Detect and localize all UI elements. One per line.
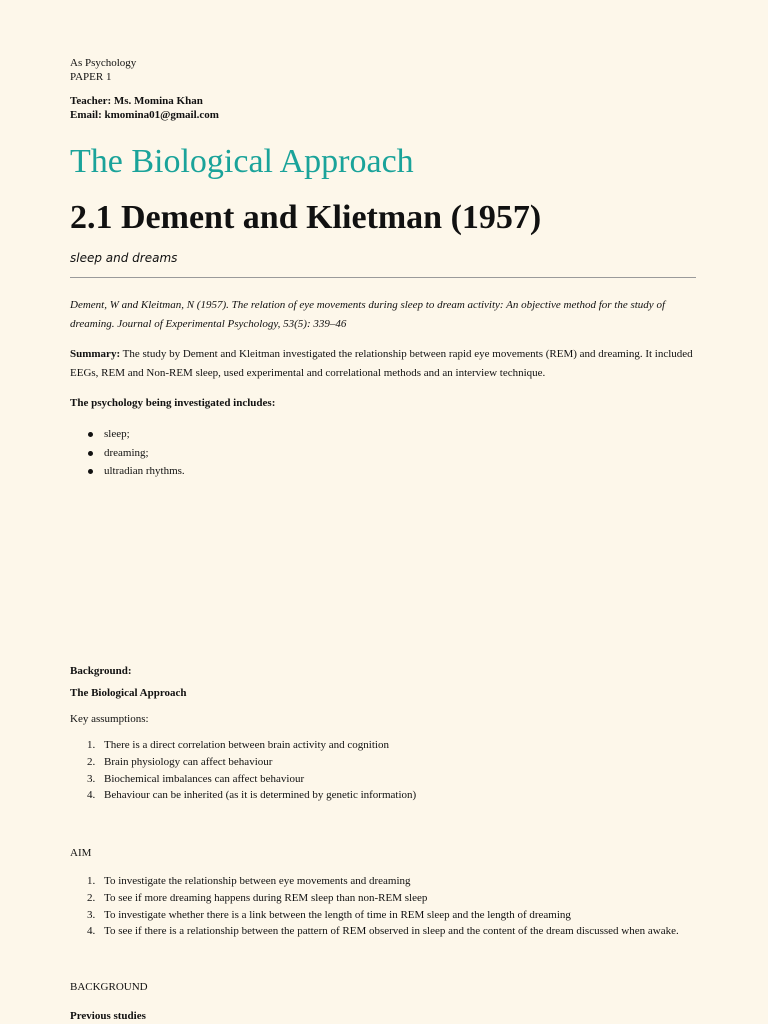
list-item <box>70 890 679 907</box>
list-number: 2. <box>87 891 96 904</box>
key-assumptions-label: Key assumptions: <box>70 713 149 725</box>
list-item-text: There is a direct correlation between brain activity and cognition <box>104 739 389 751</box>
approach-heading: The Biological Approach <box>70 687 187 699</box>
psychology-heading: The psychology being investigated includes: <box>70 397 276 409</box>
psychology-list <box>70 425 185 481</box>
list-item-text: dreaming; <box>104 446 149 459</box>
list-item <box>70 907 679 924</box>
list-item <box>70 923 679 940</box>
list-item <box>70 754 416 771</box>
paper-number: PAPER 1 <box>70 71 112 83</box>
page-title: The Biological Approach <box>70 143 414 180</box>
list-number: 1. <box>87 739 96 751</box>
list-item <box>70 444 185 463</box>
list-item <box>70 787 416 804</box>
list-item-text: Behaviour can be inherited (as it is determined by genetic information) <box>104 789 417 802</box>
list-item-text: Biochemical imbalances can affect behaviour <box>104 772 305 785</box>
horizontal-divider <box>70 277 696 278</box>
list-item-text: To see if there is a relationship between the pattern of REM observed in sleep and the content of the dream discussed when awake. <box>104 925 679 938</box>
list-number: 1. <box>87 875 96 887</box>
aim-list <box>70 873 679 940</box>
list-item <box>70 771 416 788</box>
teacher-email: Email: kmomina01@gmail.com <box>70 109 219 121</box>
list-number: 4. <box>87 925 96 938</box>
bullet-icon <box>88 469 93 474</box>
section-subtitle: sleep and dreams <box>70 251 178 265</box>
list-item-text: To investigate the relationship between eye movements and dreaming <box>104 875 411 887</box>
list-item <box>70 462 185 481</box>
assumptions-list <box>70 737 416 804</box>
list-number: 3. <box>87 908 96 921</box>
teacher-info <box>70 94 219 122</box>
course-name: As Psychology <box>70 57 137 69</box>
course-info <box>70 56 136 84</box>
list-item <box>70 873 679 890</box>
section-title: 2.1 Dement and Klietman (1957) <box>70 199 542 236</box>
list-item-text: sleep; <box>104 428 130 440</box>
list-item <box>70 425 185 444</box>
summary-text: The study by Dement and Kleitman investigated the relationship between rapid eye movements (REM) and dreaming. It included EEGs, REM and Non-REM sleep, used experimental and correlational methods and an interview technique. <box>70 348 693 379</box>
list-number: 4. <box>87 789 96 802</box>
citation: Dement, W and Kleitman, N (1957). The relation of eye movements during sleep to dream activity: An objective method for the study of dreaming. Journal of Experimental Psychology, 53(5): 339–46 <box>70 299 665 330</box>
background-section-heading: BACKGROUND <box>70 981 148 993</box>
aim-heading: AIM <box>70 847 92 859</box>
list-item-text: Brain physiology can affect behaviour <box>104 755 273 768</box>
list-number: 3. <box>87 772 96 785</box>
summary-label: Summary: <box>70 348 121 360</box>
list-item <box>70 737 416 754</box>
list-number: 2. <box>87 755 96 768</box>
list-item-text: To see if more dreaming happens during REM sleep than non-REM sleep <box>104 891 428 904</box>
bullet-icon <box>88 432 93 437</box>
list-item-text: ultradian rhythms. <box>104 465 185 477</box>
list-item-text: To investigate whether there is a link between the length of time in REM sleep and the length of dreaming <box>104 908 571 921</box>
teacher-name: Teacher: Ms. Momina Khan <box>70 95 203 107</box>
previous-studies-heading: Previous studies <box>70 1010 146 1022</box>
bullet-icon <box>88 451 93 456</box>
summary-paragraph <box>70 345 696 383</box>
background-heading: Background: <box>70 665 132 677</box>
